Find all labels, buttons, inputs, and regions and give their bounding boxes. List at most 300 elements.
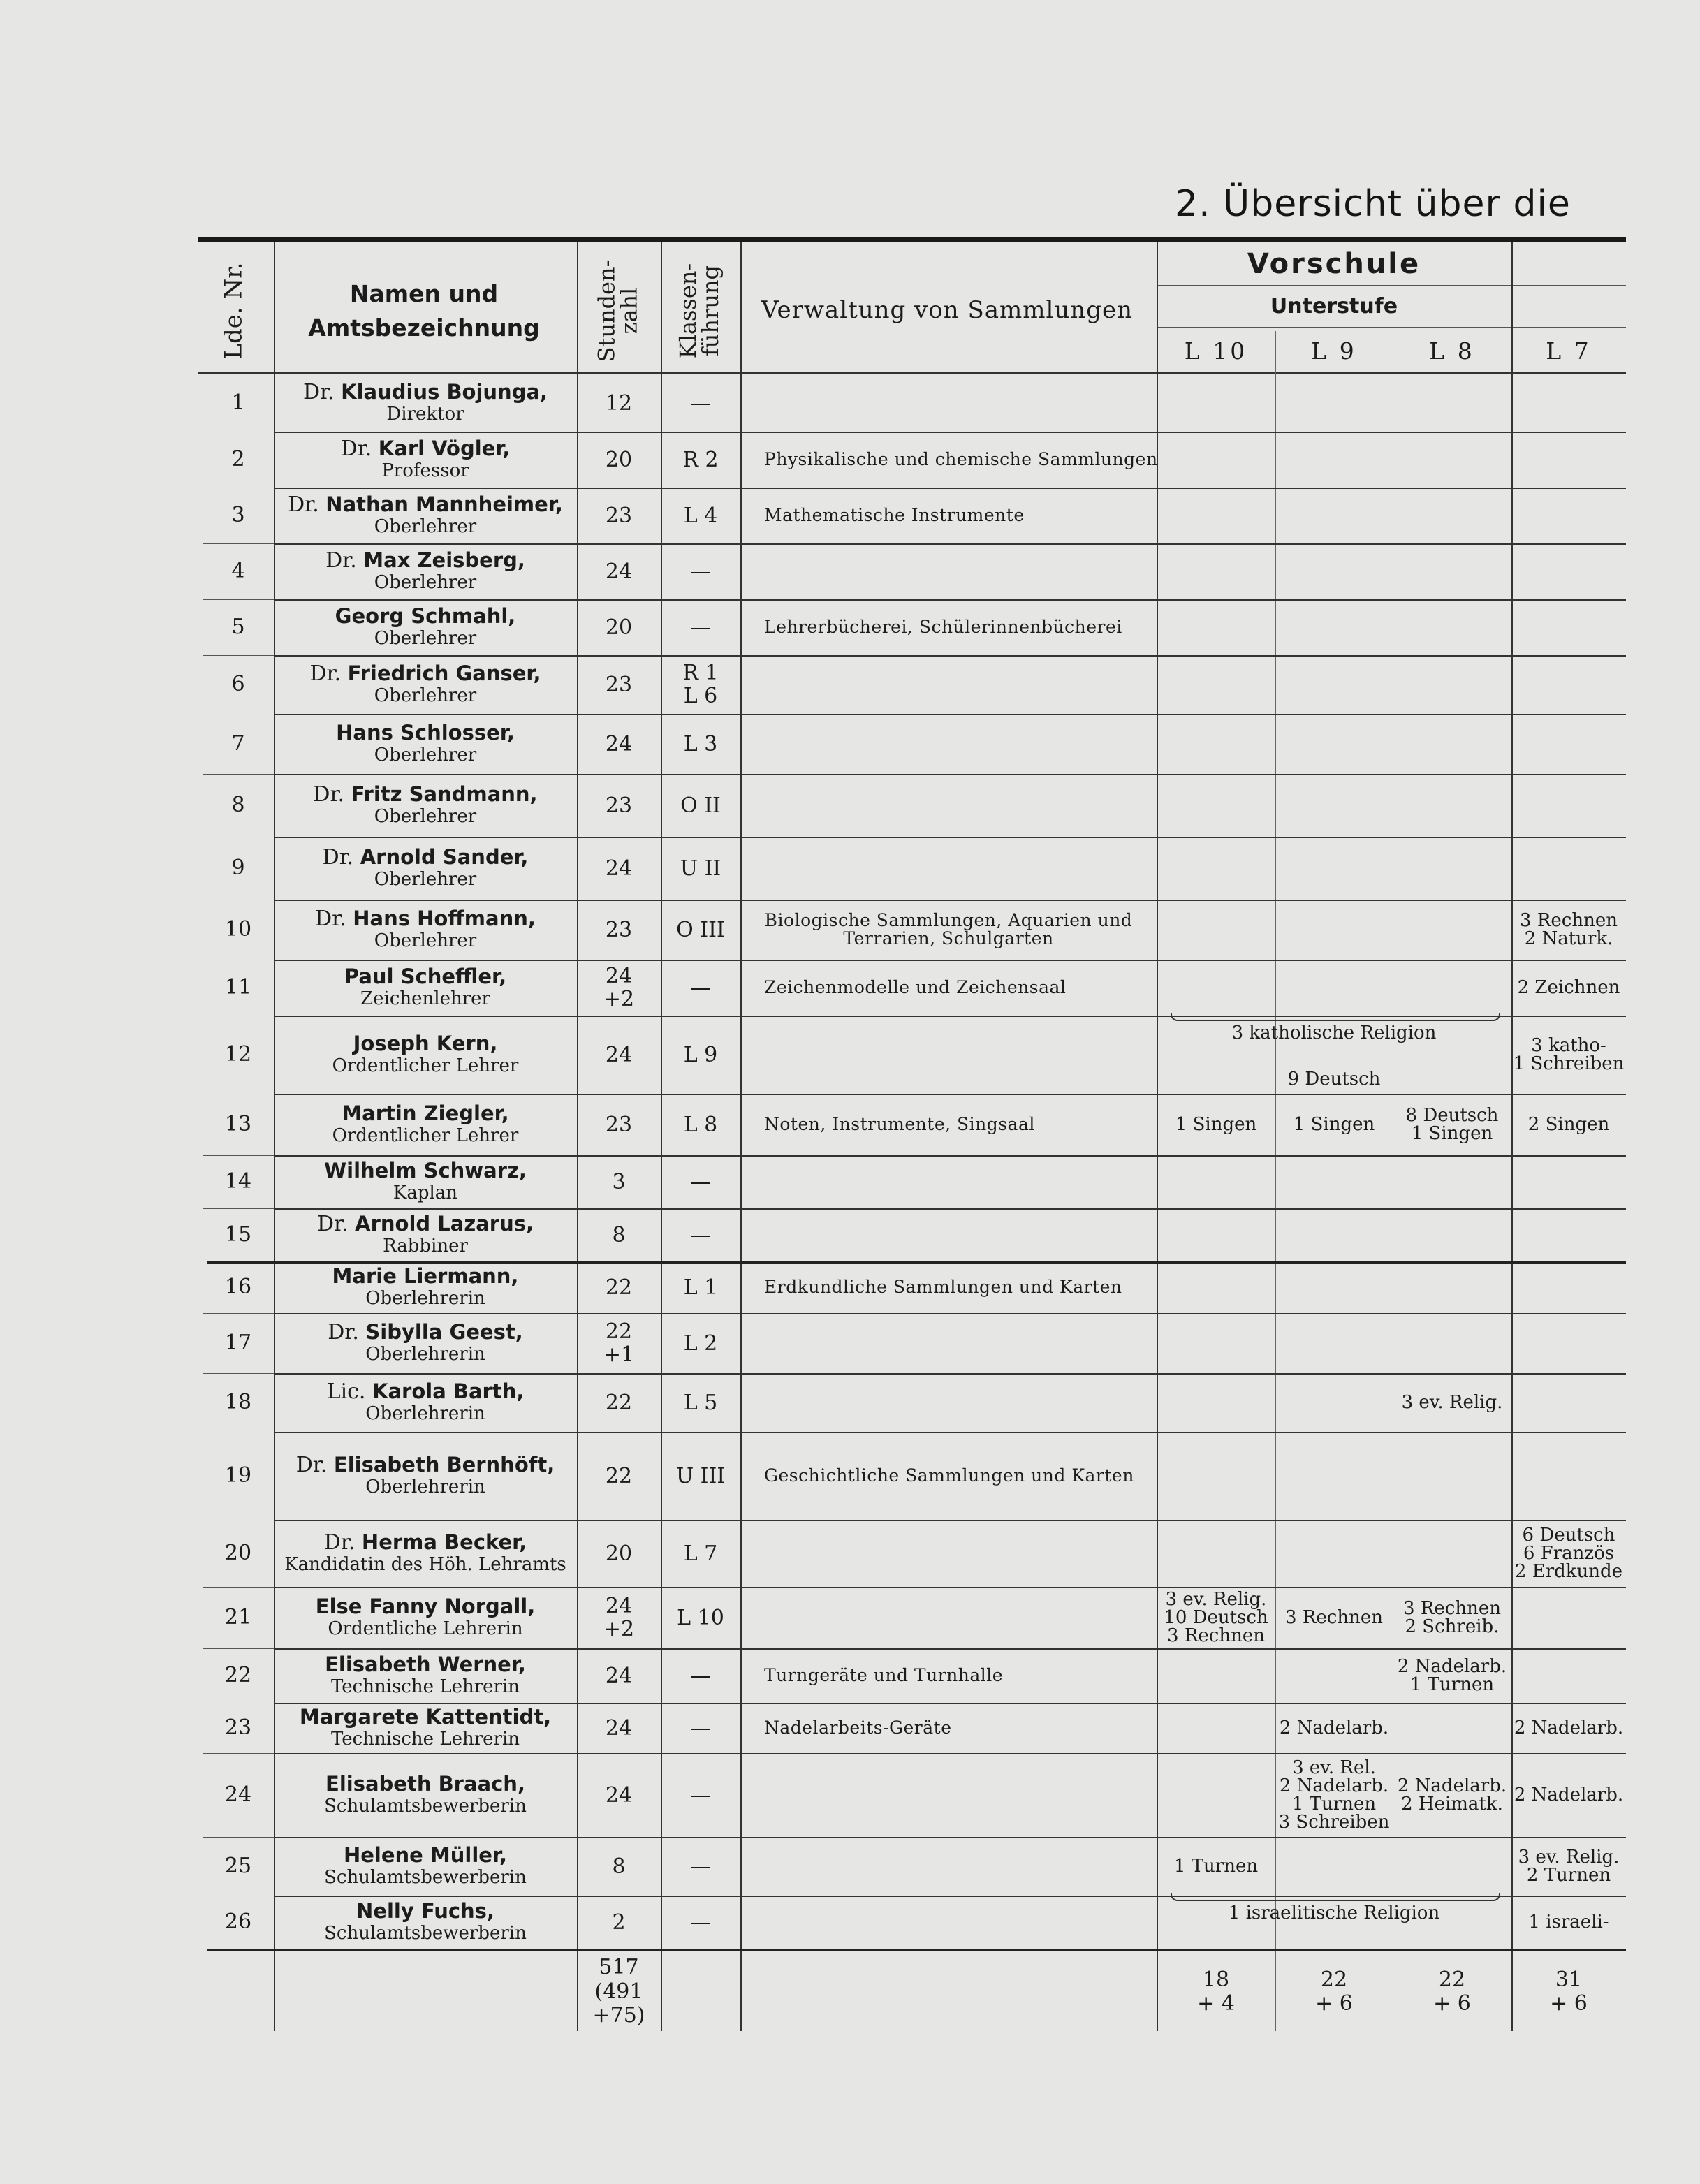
lesson-l10 bbox=[1157, 374, 1275, 432]
teacher-name-cell bbox=[274, 1155, 577, 1208]
klassenfuehrung bbox=[661, 1648, 740, 1703]
teacher-name-cell bbox=[274, 1703, 577, 1753]
row-number-text: 25 bbox=[224, 1853, 252, 1878]
lesson-l10 bbox=[1157, 774, 1275, 837]
lesson-l8-text: 2 Nadelarb. 2 Heimatk. bbox=[1397, 1775, 1507, 1815]
lesson-l9-text: 1 Singen bbox=[1293, 1114, 1375, 1135]
klassenfuehrung bbox=[661, 655, 740, 714]
teacher-surname: Georg Schmahl, bbox=[335, 603, 516, 628]
stundenzahl bbox=[577, 1837, 661, 1896]
lesson-l10 bbox=[1157, 1753, 1275, 1837]
teacher-surname: Fritz Sandmann, bbox=[351, 782, 538, 806]
verwaltung bbox=[740, 1261, 1157, 1313]
teacher-title: Ordentliche Lehrerin bbox=[328, 1618, 523, 1640]
lesson-l8 bbox=[1393, 1587, 1511, 1648]
verwaltung bbox=[740, 1313, 1157, 1373]
stundenzahl bbox=[577, 488, 661, 543]
stundenzahl bbox=[577, 1432, 661, 1520]
teacher-name-cell bbox=[274, 1094, 577, 1155]
stundenzahl bbox=[577, 900, 661, 960]
lesson-l7-text: 2 Zeichnen bbox=[1517, 977, 1620, 998]
lesson-l9 bbox=[1275, 1703, 1393, 1753]
total-l8: 22 + 6 bbox=[1433, 1967, 1471, 2016]
row-number bbox=[203, 774, 274, 837]
stundenzahl bbox=[577, 374, 661, 432]
teacher-name-cell bbox=[274, 900, 577, 960]
verwaltung bbox=[740, 655, 1157, 714]
lesson-l10-text: 3 ev. Relig. 10 Deutsch 3 Rechnen bbox=[1164, 1589, 1268, 1646]
lesson-l10 bbox=[1157, 1094, 1275, 1155]
brace-mark bbox=[1171, 1013, 1500, 1021]
klassenfuehrung bbox=[661, 1094, 740, 1155]
teacher-prefix: Dr. bbox=[295, 1452, 334, 1477]
klassenfuehrung-text: L 5 bbox=[683, 1390, 718, 1415]
lesson-l7 bbox=[1511, 1753, 1626, 1837]
lesson-l10 bbox=[1157, 1155, 1275, 1208]
row-number bbox=[203, 837, 274, 900]
stundenzahl bbox=[577, 543, 661, 599]
stundenzahl-text: 24 bbox=[605, 1663, 633, 1688]
lesson-l7 bbox=[1511, 1261, 1626, 1313]
klassenfuehrung bbox=[661, 1155, 740, 1208]
lesson-l8 bbox=[1393, 1261, 1511, 1313]
column-rule bbox=[1157, 1956, 1158, 2031]
stundenzahl bbox=[577, 1373, 661, 1432]
klassenfuehrung-text: O III bbox=[676, 917, 725, 942]
lesson-l8 bbox=[1393, 374, 1511, 432]
teacher-name-cell bbox=[274, 432, 577, 488]
lesson-l9-text: 2 Nadelarb. bbox=[1279, 1717, 1389, 1738]
teacher-name-cell bbox=[274, 1520, 577, 1587]
row-number-text: 19 bbox=[224, 1463, 252, 1488]
row-number bbox=[203, 960, 274, 1016]
verwaltung bbox=[740, 774, 1157, 837]
klassenfuehrung-text: — bbox=[690, 559, 711, 584]
klassenfuehrung bbox=[661, 599, 740, 655]
stundenzahl-text: 23 bbox=[605, 503, 633, 528]
teacher-prefix: Dr. bbox=[315, 906, 353, 931]
lesson-l8-text: 2 Nadelarb. 1 Turnen bbox=[1397, 1656, 1507, 1695]
stundenzahl-text: 24 bbox=[605, 731, 633, 756]
header-verwaltung: Verwaltung von Sammlungen bbox=[761, 296, 1133, 325]
row-number-text: 10 bbox=[224, 916, 252, 941]
teacher-title: Professor bbox=[381, 460, 469, 482]
klassenfuehrung-text: — bbox=[690, 1854, 711, 1879]
stundenzahl-text: 20 bbox=[605, 447, 633, 472]
teacher-surname: Elisabeth Werner, bbox=[325, 1652, 526, 1676]
lesson-l10-text: 1 Turnen bbox=[1173, 1856, 1259, 1877]
table-top-rule bbox=[198, 237, 1626, 242]
verwaltung bbox=[740, 960, 1157, 1016]
teacher-surname: Nelly Fuchs, bbox=[356, 1898, 494, 1923]
lesson-l8 bbox=[1393, 1155, 1511, 1208]
teacher-title: Oberlehrer bbox=[374, 930, 477, 952]
teacher-prefix: Dr. bbox=[316, 1211, 356, 1236]
lesson-l8 bbox=[1393, 960, 1511, 1016]
teacher-surname: Sibylla Geest, bbox=[365, 1319, 523, 1344]
klassenfuehrung bbox=[661, 1208, 740, 1261]
row-number bbox=[203, 1016, 274, 1094]
teacher-name bbox=[296, 1453, 555, 1478]
lesson-l10 bbox=[1157, 1313, 1275, 1373]
teacher-surname: Karl Vögler, bbox=[378, 436, 511, 460]
spanning-lesson: 3 katholische Religion bbox=[1231, 1023, 1437, 1044]
klassenfuehrung bbox=[661, 1261, 740, 1313]
klassenfuehrung bbox=[661, 543, 740, 599]
teacher-surname: Margarete Kattentidt, bbox=[299, 1704, 552, 1729]
lesson-l9 bbox=[1275, 543, 1393, 599]
lesson-l8 bbox=[1393, 599, 1511, 655]
lesson-l8 bbox=[1393, 1703, 1511, 1753]
header-rule-unterstufe bbox=[1157, 327, 1626, 328]
stundenzahl bbox=[577, 432, 661, 488]
header-name: Namen und Amtsbezeichnung bbox=[308, 279, 540, 342]
stundenzahl bbox=[577, 1896, 661, 1949]
klassenfuehrung bbox=[661, 1373, 740, 1432]
lesson-l9 bbox=[1275, 714, 1393, 774]
teacher-surname: Karola Barth, bbox=[372, 1379, 525, 1403]
verwaltung-text: Lehrerbücherei, Schülerinnenbücherei bbox=[764, 616, 1122, 637]
lesson-l10 bbox=[1157, 900, 1275, 960]
stundenzahl-text: 24 bbox=[605, 1782, 633, 1808]
verwaltung bbox=[740, 1648, 1157, 1703]
stundenzahl-text: 8 bbox=[612, 1222, 626, 1247]
lesson-l7 bbox=[1511, 1313, 1626, 1373]
lesson-l10 bbox=[1157, 1703, 1275, 1753]
column-rule bbox=[1275, 1956, 1276, 2031]
lesson-l10 bbox=[1157, 488, 1275, 543]
teacher-surname: Wilhelm Schwarz, bbox=[324, 1158, 527, 1182]
row-number bbox=[203, 1261, 274, 1313]
lesson-l9 bbox=[1275, 1837, 1393, 1896]
teacher-name-cell bbox=[274, 1837, 577, 1896]
klassenfuehrung bbox=[661, 960, 740, 1016]
row-number bbox=[203, 374, 274, 432]
lesson-l8 bbox=[1393, 543, 1511, 599]
teacher-title: Ordentlicher Lehrer bbox=[332, 1055, 519, 1077]
teacher-prefix: Dr. bbox=[325, 548, 364, 573]
lesson-l8-text: 8 Deutsch 1 Singen bbox=[1405, 1105, 1499, 1144]
teacher-surname: Arnold Lazarus, bbox=[355, 1211, 534, 1236]
teacher-name bbox=[325, 1653, 526, 1678]
stundenzahl-text: 24 bbox=[605, 559, 633, 584]
verwaltung-text: Zeichenmodelle und Zeichensaal bbox=[764, 976, 1067, 997]
teacher-name bbox=[300, 1706, 551, 1730]
teacher-surname: Elisabeth Braach, bbox=[325, 1771, 525, 1796]
teacher-name bbox=[317, 1212, 534, 1237]
lesson-l7 bbox=[1511, 1155, 1626, 1208]
klassenfuehrung-text: U II bbox=[680, 856, 721, 881]
lesson-l7-text: 6 Deutsch 6 Französ 2 Erdkunde bbox=[1514, 1525, 1623, 1582]
stundenzahl bbox=[577, 1587, 661, 1648]
row-number bbox=[203, 1753, 274, 1837]
klassenfuehrung-text: U III bbox=[675, 1463, 726, 1488]
lesson-l7 bbox=[1511, 1373, 1626, 1432]
row-number-text: 21 bbox=[224, 1604, 252, 1629]
lesson-l7 bbox=[1511, 1648, 1626, 1703]
klassenfuehrung bbox=[661, 1432, 740, 1520]
teacher-surname: Nathan Mannheimer, bbox=[325, 492, 563, 516]
stundenzahl-text: 23 bbox=[605, 1112, 633, 1137]
klassenfuehrung-text: R 2 bbox=[682, 447, 719, 472]
teacher-title: Technische Lehrerin bbox=[330, 1729, 520, 1750]
lesson-l7-text: 2 Nadelarb. bbox=[1514, 1784, 1624, 1805]
teacher-surname: Else Fanny Norgall, bbox=[315, 1594, 536, 1618]
stundenzahl-text: 20 bbox=[605, 1541, 633, 1566]
stundenzahl bbox=[577, 714, 661, 774]
lesson-l9 bbox=[1275, 1155, 1393, 1208]
row-number bbox=[203, 1703, 274, 1753]
stundenzahl bbox=[577, 1313, 661, 1373]
klassenfuehrung-text: — bbox=[690, 1715, 711, 1740]
lesson-l9 bbox=[1275, 655, 1393, 714]
row-number-text: 16 bbox=[224, 1274, 252, 1299]
stundenzahl-text: 22 bbox=[605, 1463, 633, 1488]
teacher-name bbox=[328, 1321, 523, 1345]
stundenzahl bbox=[577, 1648, 661, 1703]
lesson-l10 bbox=[1157, 1208, 1275, 1261]
verwaltung-text: Turngeräte und Turnhalle bbox=[764, 1664, 1004, 1685]
stundenzahl-text: 24 +2 bbox=[603, 964, 635, 1011]
teacher-prefix: Dr. bbox=[340, 436, 379, 461]
teacher-surname: Marie Liermann, bbox=[332, 1263, 519, 1288]
row-number-text: 17 bbox=[224, 1330, 252, 1355]
stundenzahl-text: 8 bbox=[612, 1854, 626, 1879]
row-number bbox=[203, 432, 274, 488]
lesson-l8 bbox=[1393, 1520, 1511, 1587]
lesson-l10 bbox=[1157, 714, 1275, 774]
row-number-text: 15 bbox=[224, 1222, 252, 1247]
stundenzahl-text: 23 bbox=[605, 793, 633, 818]
klassenfuehrung bbox=[661, 1837, 740, 1896]
lesson-l9 bbox=[1275, 1648, 1393, 1703]
klassenfuehrung-text: L 3 bbox=[683, 731, 718, 756]
stundenzahl bbox=[577, 960, 661, 1016]
teacher-name bbox=[323, 846, 529, 870]
row-number bbox=[203, 1208, 274, 1261]
teacher-name bbox=[327, 1380, 525, 1405]
verwaltung bbox=[740, 900, 1157, 960]
teacher-name-cell bbox=[274, 543, 577, 599]
lesson-l7-text: 3 Rechnen 2 Naturk. bbox=[1520, 910, 1618, 949]
lesson-l8 bbox=[1393, 1837, 1511, 1896]
row-number bbox=[203, 488, 274, 543]
spanning-lesson: 1 israelitische Religion bbox=[1228, 1903, 1440, 1924]
klassenfuehrung bbox=[661, 714, 740, 774]
row-number bbox=[203, 599, 274, 655]
teacher-title: Oberlehrer bbox=[374, 516, 477, 538]
klassenfuehrung-text: L 9 bbox=[683, 1042, 718, 1067]
teacher-title: Oberlehrerin bbox=[365, 1403, 485, 1425]
stundenzahl bbox=[577, 774, 661, 837]
column-rule bbox=[661, 1956, 662, 2031]
verwaltung bbox=[740, 1016, 1157, 1094]
lesson-l8 bbox=[1393, 655, 1511, 714]
teacher-name bbox=[325, 1773, 525, 1797]
teacher-name-cell bbox=[274, 374, 577, 432]
verwaltung-text: Geschichtliche Sammlungen und Karten bbox=[764, 1465, 1134, 1486]
lesson-l7-text: 3 katho- 1 Schreiben bbox=[1513, 1035, 1625, 1074]
stundenzahl bbox=[577, 1520, 661, 1587]
stundenzahl-text: 24 bbox=[605, 1715, 633, 1740]
lesson-l7 bbox=[1511, 655, 1626, 714]
klassenfuehrung-text: — bbox=[690, 1782, 711, 1808]
teacher-name-cell bbox=[274, 714, 577, 774]
verwaltung bbox=[740, 1155, 1157, 1208]
stundenzahl bbox=[577, 1155, 661, 1208]
klassenfuehrung bbox=[661, 900, 740, 960]
teacher-name bbox=[325, 549, 525, 573]
lesson-l9 bbox=[1275, 488, 1393, 543]
teacher-title: Oberlehrer bbox=[374, 628, 477, 650]
stundenzahl-text: 20 bbox=[605, 615, 633, 640]
teacher-title: Kandidatin des Höh. Lehramts bbox=[284, 1554, 566, 1576]
stundenzahl bbox=[577, 1753, 661, 1837]
row-number-text: 11 bbox=[224, 974, 252, 999]
lesson-l9 bbox=[1275, 960, 1393, 1016]
lesson-l10 bbox=[1157, 599, 1275, 655]
klassenfuehrung bbox=[661, 1703, 740, 1753]
verwaltung bbox=[740, 1094, 1157, 1155]
row-number-text: 7 bbox=[231, 731, 245, 756]
verwaltung bbox=[740, 1587, 1157, 1648]
lesson-l8-text: 3 Rechnen 2 Schreib. bbox=[1403, 1598, 1501, 1637]
teacher-name-cell bbox=[274, 655, 577, 714]
teacher-title: Oberlehrer bbox=[374, 806, 477, 828]
teacher-name bbox=[310, 662, 541, 687]
stundenzahl-text: 3 bbox=[612, 1169, 626, 1194]
teacher-title: Schulamtsbewerberin bbox=[324, 1923, 527, 1944]
row-number-text: 14 bbox=[224, 1168, 252, 1194]
row-number-text: 23 bbox=[224, 1715, 252, 1740]
teacher-surname: Martin Ziegler, bbox=[342, 1101, 509, 1125]
teacher-name-cell bbox=[274, 488, 577, 543]
teacher-name bbox=[336, 721, 515, 746]
header-unterstufe: Unterstufe bbox=[1270, 293, 1398, 318]
lesson-l10 bbox=[1157, 1520, 1275, 1587]
verwaltung bbox=[740, 1753, 1157, 1837]
row-number bbox=[203, 1373, 274, 1432]
lesson-l10 bbox=[1157, 837, 1275, 900]
brace-mark bbox=[1171, 1893, 1500, 1901]
lesson-l7 bbox=[1511, 960, 1626, 1016]
lesson-l8-text: 3 ev. Relig. bbox=[1401, 1392, 1503, 1413]
teacher-title: Schulamtsbewerberin bbox=[324, 1867, 527, 1889]
stundenzahl-text: 24 bbox=[605, 1042, 633, 1067]
lesson-l7-text: 2 Singen bbox=[1527, 1114, 1610, 1135]
lesson-l7-text: 3 ev. Relig. 2 Turnen bbox=[1518, 1847, 1620, 1886]
klassenfuehrung-text: L 1 bbox=[683, 1275, 718, 1300]
lesson-l9 bbox=[1275, 774, 1393, 837]
verwaltung bbox=[740, 1703, 1157, 1753]
header-l10: L 10 bbox=[1184, 337, 1248, 365]
verwaltung-text: Physikalische und chemische Sammlungen bbox=[764, 448, 1158, 469]
lesson-l9 bbox=[1275, 374, 1393, 432]
total-l7: 31 + 6 bbox=[1550, 1967, 1588, 2016]
header-rule-vorschule bbox=[1157, 285, 1626, 286]
teacher-title: Ordentlicher Lehrer bbox=[332, 1125, 519, 1147]
header-stunden: Stunden- zahl bbox=[593, 259, 642, 362]
lesson-l7 bbox=[1511, 488, 1626, 543]
row-number bbox=[203, 1648, 274, 1703]
klassenfuehrung-text: L 7 bbox=[683, 1541, 718, 1566]
lesson-l7 bbox=[1511, 432, 1626, 488]
row-number bbox=[203, 1155, 274, 1208]
total-l10: 18 + 4 bbox=[1197, 1967, 1235, 2016]
verwaltung bbox=[740, 543, 1157, 599]
verwaltung-text: Mathematische Instrumente bbox=[764, 504, 1025, 525]
lesson-l9 bbox=[1275, 1432, 1393, 1520]
klassenfuehrung bbox=[661, 1016, 740, 1094]
teacher-name bbox=[324, 1531, 527, 1555]
teacher-surname: Helene Müller, bbox=[343, 1842, 508, 1867]
verwaltung-text: Nadelarbeits-Geräte bbox=[764, 1717, 952, 1738]
klassenfuehrung-text: L 8 bbox=[683, 1112, 718, 1137]
lesson-l9 bbox=[1275, 1753, 1393, 1837]
lesson-l9 bbox=[1275, 1208, 1393, 1261]
stundenzahl bbox=[577, 1703, 661, 1753]
lesson-l8 bbox=[1393, 1373, 1511, 1432]
lesson-l7 bbox=[1511, 1432, 1626, 1520]
teacher-name bbox=[332, 1265, 519, 1289]
verwaltung bbox=[740, 488, 1157, 543]
teacher-name-cell bbox=[274, 1648, 577, 1703]
klassenfuehrung-text: — bbox=[690, 390, 711, 416]
teacher-prefix: Dr. bbox=[313, 782, 351, 807]
verwaltung bbox=[740, 1837, 1157, 1896]
teacher-name bbox=[353, 1032, 498, 1057]
column-rule bbox=[577, 1956, 578, 2031]
teacher-name-cell bbox=[274, 1587, 577, 1648]
row-number-text: 12 bbox=[224, 1041, 252, 1067]
lesson-l7 bbox=[1511, 1208, 1626, 1261]
lesson-l10-text: 1 Singen bbox=[1175, 1114, 1257, 1135]
teacher-surname: Herma Becker, bbox=[361, 1530, 527, 1554]
lesson-l9 bbox=[1275, 432, 1393, 488]
row-number-text: 6 bbox=[231, 671, 245, 696]
teacher-title: Oberlehrerin bbox=[365, 1288, 485, 1310]
verwaltung bbox=[740, 599, 1157, 655]
klassenfuehrung-text: L 2 bbox=[683, 1331, 718, 1356]
stundenzahl bbox=[577, 655, 661, 714]
klassenfuehrung bbox=[661, 837, 740, 900]
lesson-l7 bbox=[1511, 774, 1626, 837]
lesson-l9 bbox=[1275, 1313, 1393, 1373]
teacher-title: Rabbiner bbox=[383, 1236, 468, 1257]
verwaltung bbox=[740, 1520, 1157, 1587]
teacher-name-cell bbox=[274, 1896, 577, 1949]
stundenzahl-text: 22 bbox=[605, 1390, 633, 1415]
lesson-l7 bbox=[1511, 1094, 1626, 1155]
lesson-l7 bbox=[1511, 1837, 1626, 1896]
teacher-title: Oberlehrer bbox=[374, 745, 477, 766]
teacher-title: Zeichenlehrer bbox=[360, 988, 490, 1010]
column-rule bbox=[740, 1956, 742, 2031]
klassenfuehrung-text: — bbox=[690, 1222, 711, 1247]
teacher-surname: Klaudius Bojunga, bbox=[341, 379, 548, 404]
lesson-l7 bbox=[1511, 543, 1626, 599]
row-rule bbox=[207, 1949, 1626, 1951]
row-number bbox=[203, 714, 274, 774]
lesson-l8 bbox=[1393, 432, 1511, 488]
teacher-surname: Hans Hoffmann, bbox=[353, 906, 536, 930]
klassenfuehrung-text: — bbox=[690, 615, 711, 640]
row-number-text: 2 bbox=[231, 446, 245, 471]
lesson-l8 bbox=[1393, 488, 1511, 543]
klassenfuehrung bbox=[661, 1753, 740, 1837]
row-number bbox=[203, 1094, 274, 1155]
column-rule bbox=[1511, 1956, 1513, 2031]
